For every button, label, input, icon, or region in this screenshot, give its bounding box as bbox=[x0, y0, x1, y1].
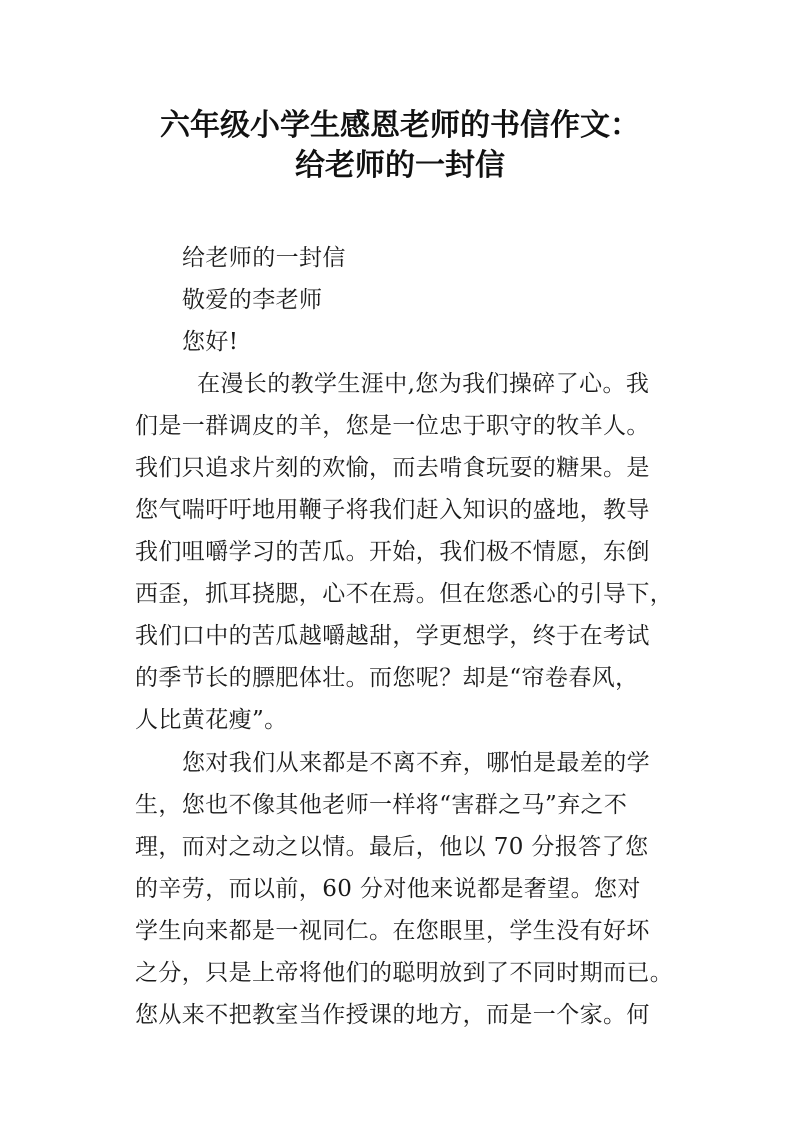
letter-line: 之分，只是上帝将他们的聪明放到了不同时期而已。 bbox=[135, 960, 674, 986]
letter-line: 我们只追求片刻的欢愉，而去啃食玩耍的糖果。是 bbox=[135, 455, 650, 481]
letter-line: 生，您也不像其他老师一样将“害群之马”弃之不 bbox=[135, 792, 628, 818]
letter-line: 给老师的一封信 bbox=[182, 245, 346, 271]
letter-line: 您从来不把教室当作授课的地方，而是一个家。何 bbox=[135, 1002, 650, 1028]
letter-line: 的辛劳，而以前，60 分对他来说都是奢望。您对 bbox=[135, 876, 641, 902]
letter-line: 学生向来都是一视同仁。在您眼里，学生没有好坏 bbox=[135, 918, 650, 944]
document-title-line-1: 六年级小学生感恩老师的书信作文： bbox=[160, 108, 640, 143]
letter-line: 我们口中的苦瓜越嚼越甜，学更想学，终于在考试 bbox=[135, 623, 650, 649]
letter-line: 您好! bbox=[182, 329, 239, 355]
letter-line: 在漫长的教学生涯中,您为我们操碎了心。我 bbox=[197, 371, 650, 397]
letter-line: 敬爱的李老师 bbox=[182, 287, 323, 313]
letter-line: 的季节长的膘肥体壮。而您呢？却是“帘卷春风， bbox=[135, 665, 639, 691]
letter-line: 理，而对之动之以情。最后，他以 70 分报答了您 bbox=[135, 834, 649, 860]
letter-line: 我们咀嚼学习的苦瓜。开始，我们极不情愿，东倒 bbox=[135, 539, 650, 565]
letter-line: 西歪，抓耳挠腮，心不在焉。但在您悉心的引导下， bbox=[135, 581, 674, 607]
letter-line: 人比黄花瘦”。 bbox=[135, 707, 288, 733]
document-title-line-2: 给老师的一封信 bbox=[295, 148, 505, 183]
letter-line: 您气喘吁吁地用鞭子将我们赶入知识的盛地，教导 bbox=[135, 497, 650, 523]
letter-line: 们是一群调皮的羊，您是一位忠于职守的牧羊人。 bbox=[135, 413, 650, 439]
letter-line: 您对我们从来都是不离不弃，哪怕是最差的学 bbox=[182, 750, 650, 776]
